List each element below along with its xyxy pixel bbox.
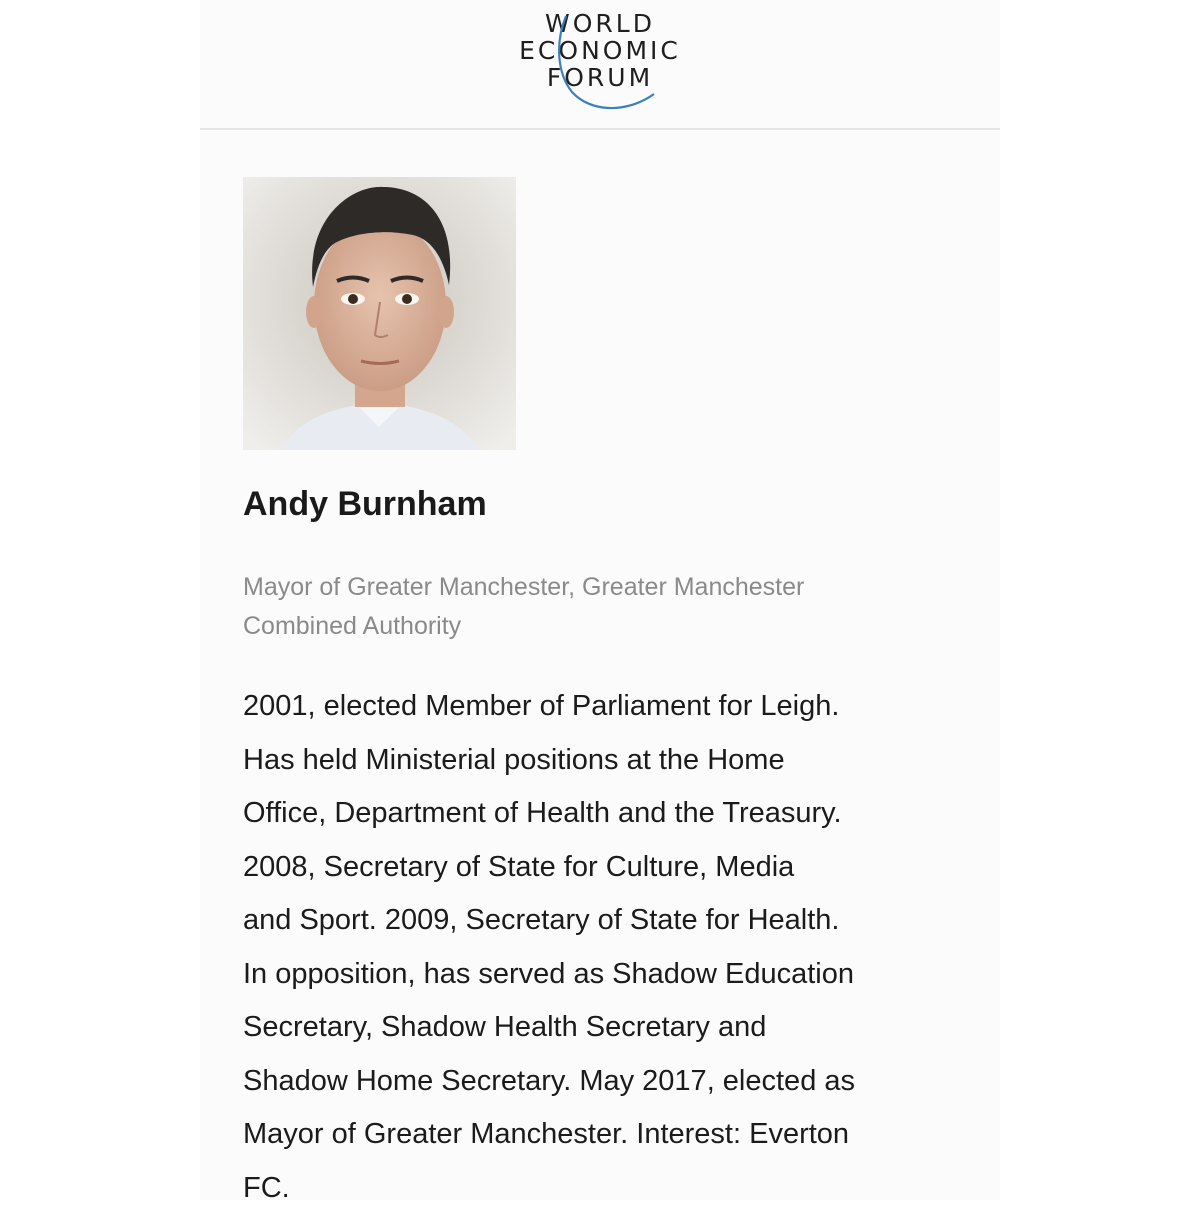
bio-line: Shadow Home Secretary. May 2017, elected as (243, 1055, 983, 1109)
world-economic-forum-logo[interactable] (500, 10, 700, 120)
bio-line: Mayor of Greater Manchester. Interest: Everton (243, 1108, 983, 1162)
profile-photo (243, 177, 516, 450)
logo-arc-icon (500, 10, 700, 120)
bio-line: and Sport. 2009, Secretary of State for Health. (243, 894, 983, 948)
page-margin-left (0, 0, 200, 1200)
bio-line: 2008, Secretary of State for Culture, Media (243, 841, 983, 895)
header-divider (200, 128, 1000, 130)
bio-line: In opposition, has served as Shadow Education (243, 948, 983, 1002)
profile-page (200, 0, 1000, 1200)
portrait-icon (243, 177, 516, 450)
bio-line: Office, Department of Health and the Treasury. (243, 787, 983, 841)
bio-line: Has held Ministerial positions at the Home (243, 734, 983, 788)
profile-role (243, 568, 943, 646)
logo-text-line-2: ECONOMIC (500, 37, 700, 64)
header (200, 0, 1000, 128)
bio-line: 2001, elected Member of Parliament for Leigh. (243, 680, 983, 734)
profile-role-line: Mayor of Greater Manchester, Greater Manchester (243, 568, 943, 607)
bio-line: Secretary, Shadow Health Secretary and (243, 1001, 983, 1055)
logo-text-line-1: WORLD (500, 10, 700, 37)
logo-text-line-3: FORUM (500, 64, 700, 91)
bio-line: FC. (243, 1162, 983, 1215)
profile-name: Andy Burnham (243, 482, 943, 526)
profile-role-line: Combined Authority (243, 607, 943, 646)
page-margin-right (1000, 0, 1200, 1200)
profile-bio (243, 680, 983, 1215)
